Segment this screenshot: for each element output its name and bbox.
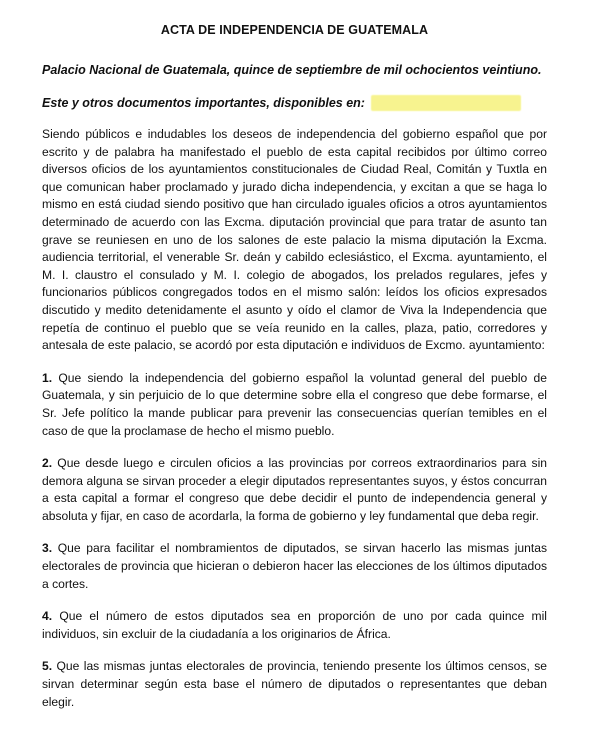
article-text: Que desde luego e circulen oficios a las provincias por correos extraordinarios para sin demora alguna se sirvan proceder a elegir diputados representantes suyos, y éstos concurran a esta capital a formar el congreso que debe decidir el punto de independencia general y absoluta y fijar, en caso de acordarla, la forma de gobierno y ley fundamental que deba regir. <box>42 456 547 523</box>
availability-label: Este y otros documentos importantes, disponibles en: <box>42 96 365 110</box>
article-4 <box>42 608 547 643</box>
article-number: 4. <box>42 609 53 624</box>
article-2 <box>42 455 547 525</box>
document-subtitle: Palacio Nacional de Guatemala, quince de septiembre de mil ochocientos veintiuno. <box>42 63 542 77</box>
article-text: Que las mismas juntas electorales de provincia, teniendo presente los últimos censos, se sirvan determinar según esta base el número de diputados o representantes que deban elegir. <box>42 659 547 709</box>
article-number: 3. <box>42 541 53 556</box>
article-1 <box>42 370 547 440</box>
redacted-link-highlight <box>371 95 521 111</box>
document-title: ACTA DE INDEPENDENCIA DE GUATEMALA <box>160 23 429 37</box>
availability-line <box>42 94 547 112</box>
article-text: Que para facilitar el nombramientos de diputados, se sirvan hacerlo las mismas juntas electorales de provincia que hicieran o debieron hacer las elecciones de los últimos diputados a cortes. <box>42 541 547 591</box>
article-text: Que el número de estos diputados sea en proporción de uno por cada quince mil individuos, sin excluir de la ciudadanía a los originarios de África. <box>42 609 547 641</box>
intro-paragraph: Siendo públicos e indudables los deseos de independencia del gobierno español que por escrito y de palabra ha manifestado el pueblo de esta capital recibidos por último correo diversos oficios de los ayuntamientos constitucionales de Ciudad Real, Comitán y Tuxtla en que comunican haber proclamado y jurado dicha independencia, y excitan a que se haga lo mismo en está ciudad siendo positivo que han circulado iguales oficios a otros ayuntamientos determinado de acuerdo con las Excma. diputación provincial que para tratar de asunto tan grave se reuniesen en uno de los salones de este palacio la misma diputación la Excma. audiencia territorial, el venerable Sr. deán y cabildo eclesiástico, el Excma. ayuntamiento, el M. I. claustro el consulado y M. I. colegio de abogados, los prelados regulares, jefes y funcionarios públicos congregados todos en el mismo salón: leídos los oficios expresados discutido y medito detenidamente el asunto y oído el clamor de Viva la Independencia que repetía de continuo el pueblo que se veía reunido en la calles, plaza, patio, corredores y antesala de este palacio, se acordó por esta diputación e individuos de Excmo. ayuntamiento: <box>42 127 547 353</box>
article-5 <box>42 658 547 711</box>
article-number: 1. <box>42 370 53 385</box>
article-3 <box>42 540 547 593</box>
article-number: 5. <box>42 659 53 674</box>
article-text: Que siendo la independencia del gobierno español la voluntad general del pueblo de Guatemala, y sin perjuicio de lo que determine sobre ella el congreso que debe formarse, el Sr. Jefe político la mande publicar para prevenir las consecuencias querían temibles en el caso de que la proclamase de hecho el mismo pueblo. <box>42 370 547 438</box>
article-number: 2. <box>42 456 53 471</box>
